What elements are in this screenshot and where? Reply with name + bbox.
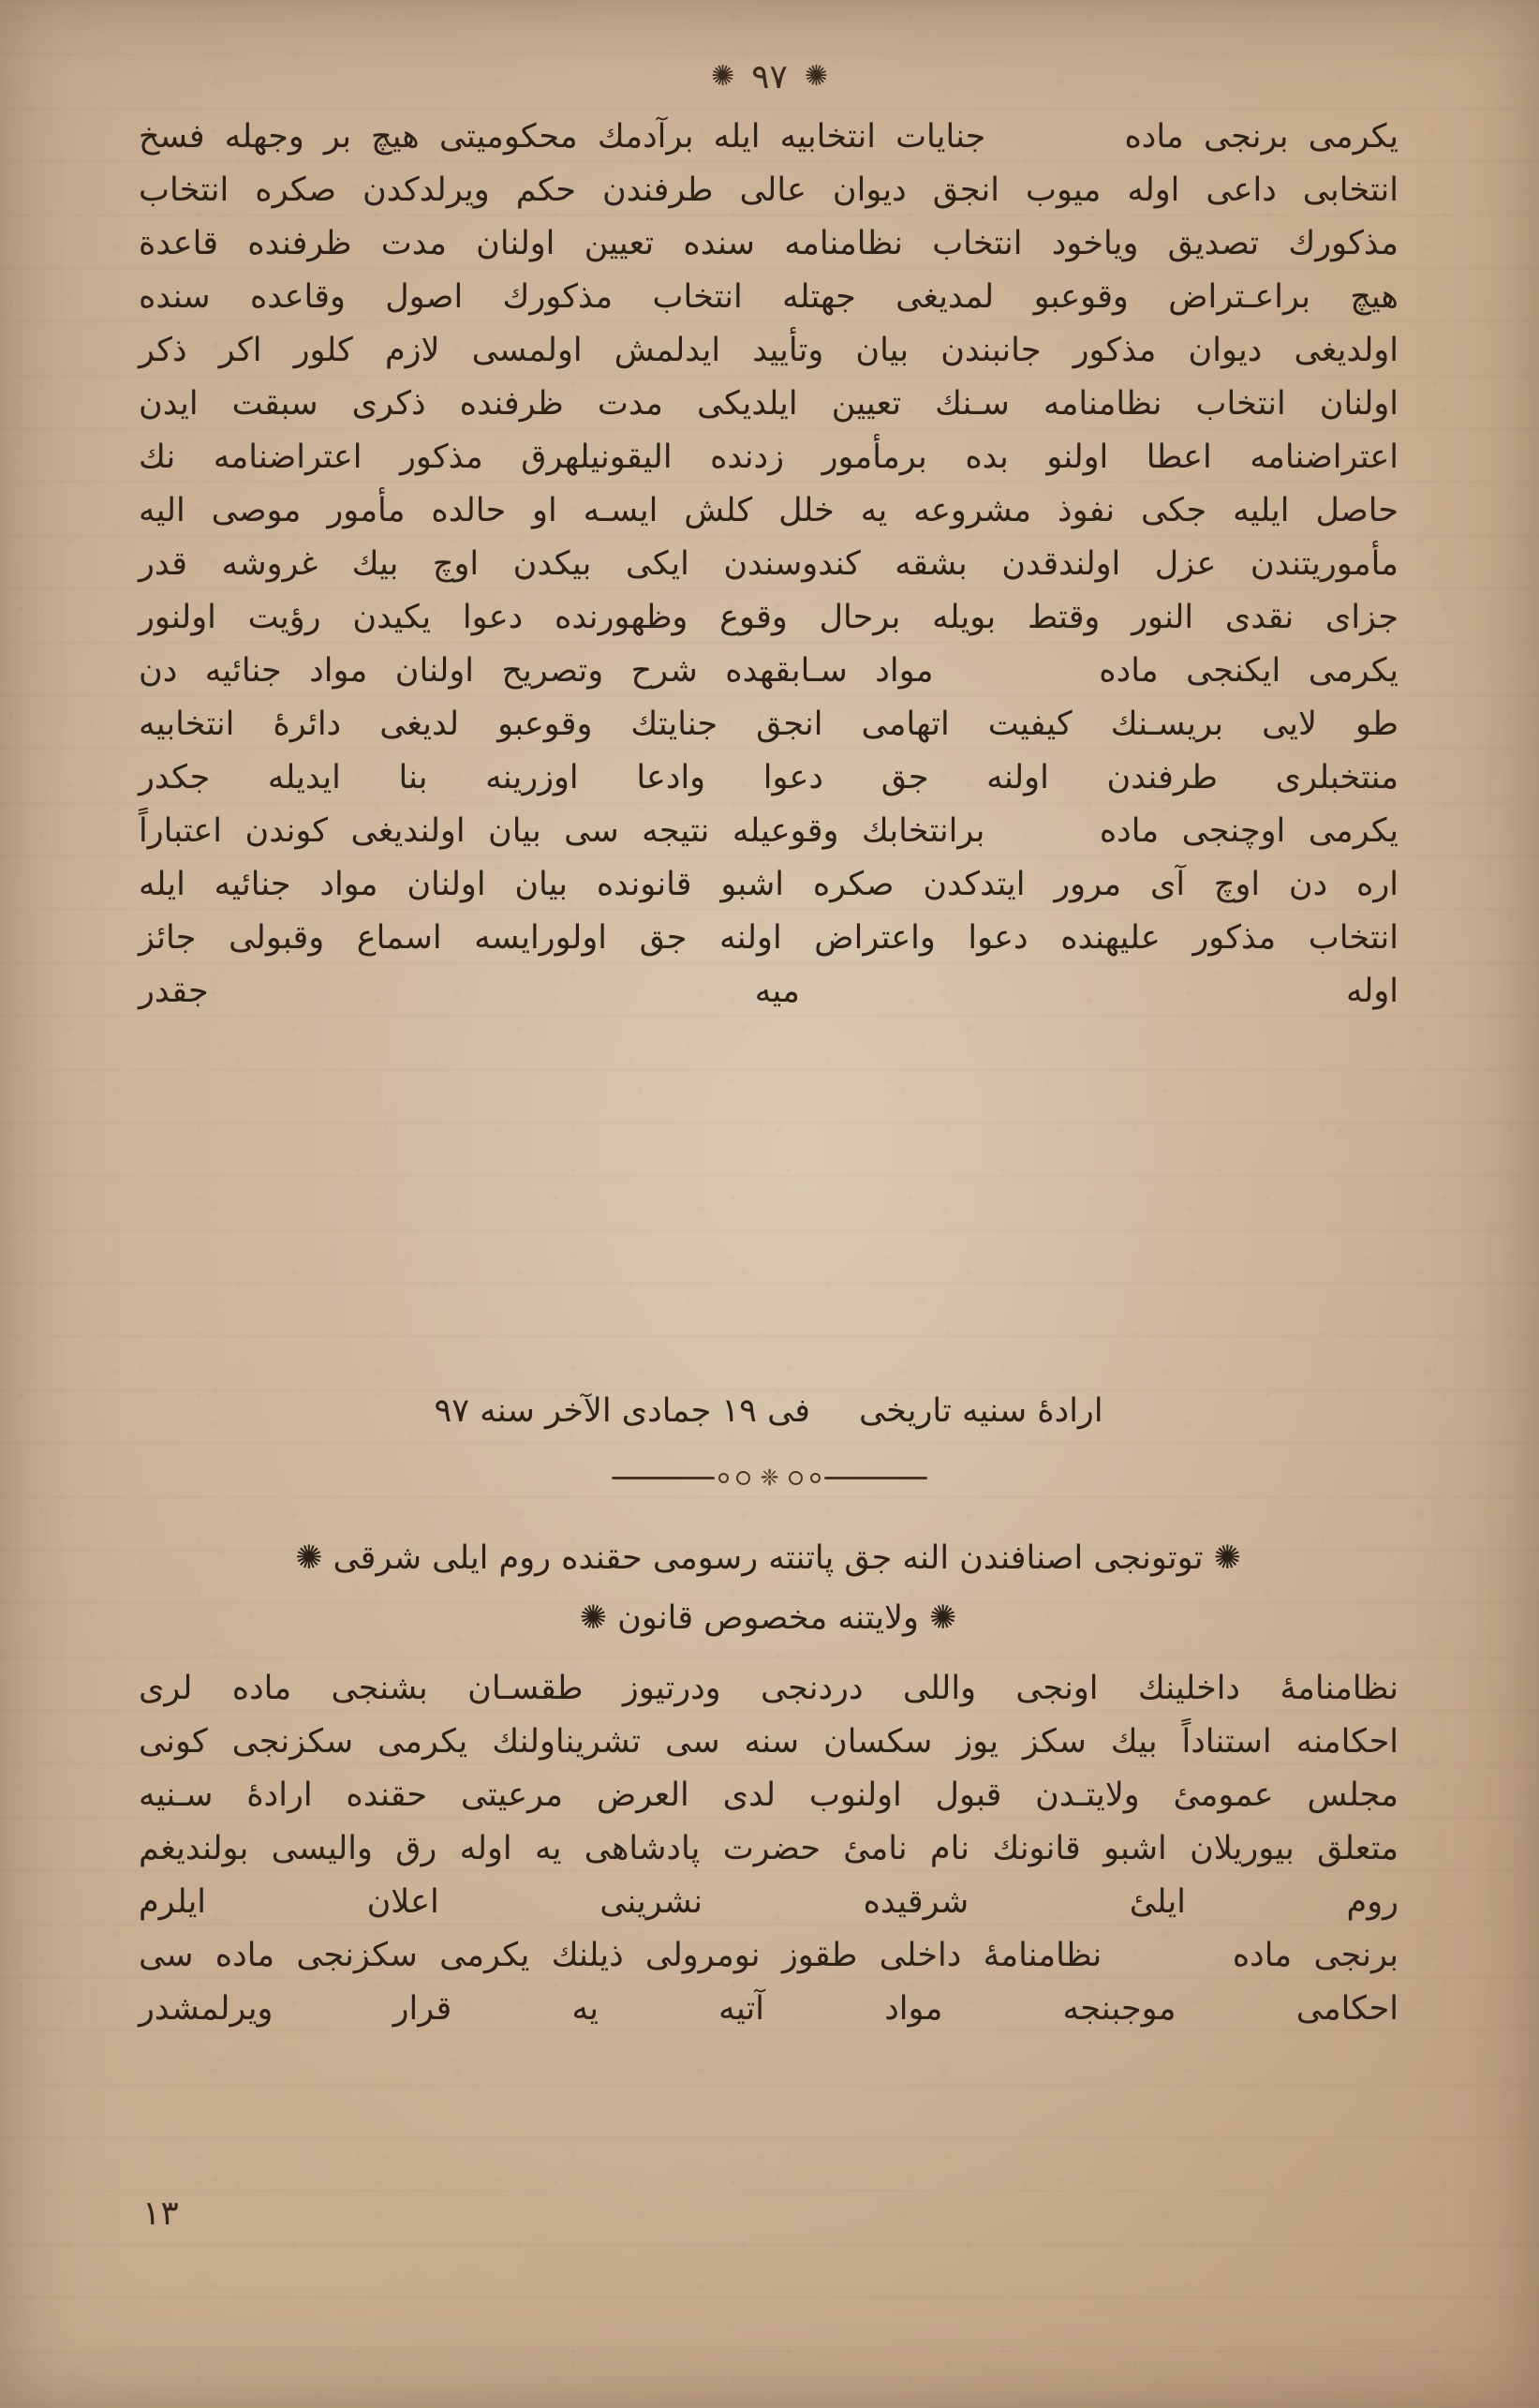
section-two-heading-line-1: ✺ توتونجی اصنافندن النه جق پاتنته رسومی حقنده روم ایلی شرقی ✺ xyxy=(295,1539,1241,1577)
article-22 xyxy=(139,645,1398,805)
divider-rule xyxy=(612,1477,715,1479)
article-line: هیچ براعـتراض وقوعبو لمدیغی جهتله انتخاب مذكورك اصول وقاعده سنده xyxy=(139,278,1398,316)
preamble-line: مجلس عمومیٔ ولایتـدن قبول اولنوب لدی العرض مرعیتی حقنده ارادهٔ سـنیه xyxy=(139,1776,1398,1814)
preamble-line: نظامنامهٔ داخلینك اونجی واللی دردنجی ودرتیوز طقسـان بشنجی ماده لری xyxy=(139,1670,1398,1707)
article-line: برنجی ماده نظامنامهٔ داخلی طقوز نومرولی ذیلنك یكرمی سكزنجی ماده سی xyxy=(139,1937,1398,1974)
section-one-body xyxy=(139,111,1398,1018)
article-line: مأموریتندن عزل اولندقدن بشقه كندوسندن ایكی بیكدن اوچ بیك غروشه قدر xyxy=(139,545,1398,583)
dateline-date: فی ١٩ جمادی الآخر سنه ٩٧ xyxy=(434,1392,810,1430)
article-line: حاصل ایلیه جكی نفوذ مشروعه یه خلل كلش ایسـه او حالده مأمور موصی الیه xyxy=(139,492,1398,529)
flower-ornament-icon: ✺ xyxy=(804,60,828,93)
article-21 xyxy=(139,111,1398,645)
ornamental-divider xyxy=(0,1465,1539,1490)
article-line: مذكورك تصدیق ویاخود انتخاب نظامنامه سنده تعیین اولنان مدت ظرفنده قاعدة xyxy=(139,225,1398,262)
page-number: ٩٧ xyxy=(751,58,788,97)
divider-knot-icon: ❈ xyxy=(760,1464,779,1491)
article-line: منتخبلری طرفندن اولنه جق دعوا وادعا اوزرینه بنا ایدیله جكدر xyxy=(139,759,1398,796)
article-line: انتخاب مذكور علیهنده دعوا واعتراض اولنه جق اولورایسه اسماع وقبولی جائز xyxy=(139,919,1398,957)
article-23 xyxy=(139,805,1398,1018)
dateline-label: ارادهٔ سنیه تاریخی xyxy=(859,1392,1103,1430)
dateline xyxy=(139,1385,1398,1438)
article-line: یكرمی ایكنجی ماده مواد سـابقهده شرح وتصریح اولنان مواد جنائیه دن xyxy=(139,652,1398,690)
article-line: انتخابی داعی اوله میوب انجق دیوان عالی طرفندن حكم ویرلدكدن صكره انتخاب xyxy=(139,171,1398,209)
article-line: جزای نقدی النور وقتط بویله برحال وقوع وظهورنده دعوا یكیدن رؤیت اولنور xyxy=(139,599,1398,636)
running-head xyxy=(0,58,1539,97)
flower-ornament-icon: ✺ xyxy=(711,60,735,93)
article-line: طو لایی بریسـنك كیفیت اتهامی انجق جنایتك وقوعبو لدیغی دائرهٔ انتخابیه xyxy=(139,706,1398,743)
article-line: اعتراضنامه اعطا اولنو بده برمأمور زدنده الیقونیلهرق مذكور اعتراضنامه نك xyxy=(139,438,1398,476)
section-two-article-1 xyxy=(139,1929,1398,2036)
article-line: اولدیغی دیوان مذكور جانبندن بیان وتأیید ایدلمش اولمسی لازم كلور اكر ذكر xyxy=(139,332,1398,369)
signature-mark: ١٣ xyxy=(142,2194,179,2233)
article-line: اره دن اوچ آی مرور ایتدكدن صكره اشبو قانونده بیان اولنان مواد جنائیه ایله xyxy=(139,866,1398,903)
preamble-line: متعلق بیوریلان اشبو قانونك نام نامیٔ حضرت پادشاهی یه اوله رق واليسی بولندیغم xyxy=(139,1830,1398,1867)
divider-rule xyxy=(824,1477,927,1479)
article-line: یكرمی اوچنجی ماده برانتخابك وقوعیله نتیجه سی بیان اولندیغی كوندن اعتباراً xyxy=(139,812,1398,850)
article-line: اوله میه جقدر xyxy=(139,973,1398,1010)
article-line: یكرمی برنجی ماده جنایات انتخابیه ایله برآدمك محكومیتی هیچ بر وجهله فسخ xyxy=(139,118,1398,156)
divider-dot-icon xyxy=(736,1471,750,1485)
section-two-heading-line-2: ✺ ولایتنه مخصوص قانون ✺ xyxy=(579,1599,957,1637)
preamble-line: احكامنه استناداً بیك سكز یوز سكسان سنه سی تشریناولنك یكرمی سكزنجی كونی xyxy=(139,1723,1398,1761)
preamble-line: روم ایلیٔ شرقیده نشرینی اعلان ایلرم xyxy=(139,1883,1398,1921)
divider-dot-icon xyxy=(789,1471,803,1485)
divider-dot-icon xyxy=(718,1473,729,1483)
article-line: احكامی موجبنجه مواد آتیه یه قرار ویرلمشدر xyxy=(139,1990,1398,2028)
section-two-preamble xyxy=(139,1662,1398,1929)
section-two-body xyxy=(139,1662,1398,2036)
divider-dot-icon xyxy=(810,1473,821,1483)
article-line: اولنان انتخاب نظامنامه سـنك تعیین ایلدیكی مدت ظرفنده ذكری سبقت ایدن xyxy=(139,385,1398,423)
